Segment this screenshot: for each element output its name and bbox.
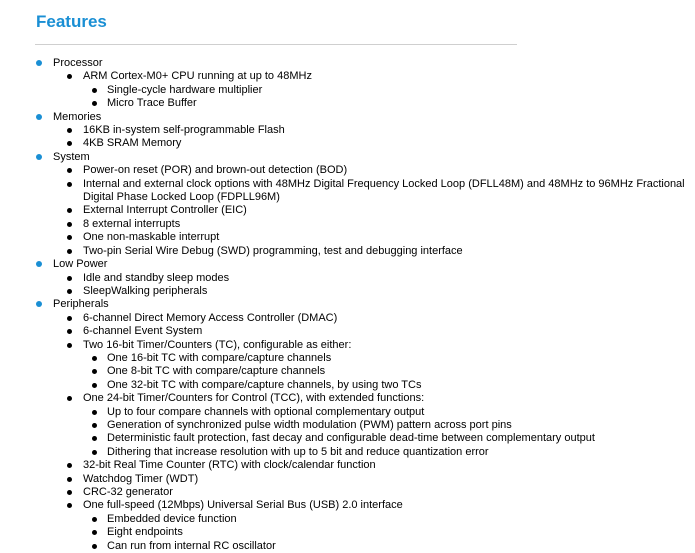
feature-detail-label: Micro Trace Buffer <box>107 97 695 110</box>
feature-section-peripherals <box>0 298 695 553</box>
feature-detail <box>83 406 695 419</box>
feature-item <box>53 486 695 499</box>
feature-item-label: One full-speed (12Mbps) Universal Serial Bus (USB) 2.0 interface <box>83 499 695 512</box>
feature-item-label: Idle and standby sleep modes <box>83 272 695 285</box>
feature-detail-label: Up to four compare channels with optional complementary output <box>107 406 695 419</box>
feature-detail-label: One 8-bit TC with compare/capture channels <box>107 365 695 378</box>
feature-item-label: 6-channel Event System <box>83 325 695 338</box>
feature-item-label: Two 16-bit Timer/Counters (TC), configurable as either: <box>83 339 695 352</box>
feature-item <box>53 137 695 150</box>
feature-item <box>53 218 695 231</box>
feature-item <box>53 70 695 110</box>
feature-item-label: 6-channel Direct Memory Access Controller (DMAC) <box>83 312 695 325</box>
feature-sublist <box>53 312 695 553</box>
section-label: Peripherals <box>53 298 695 311</box>
feature-detail-label: Embedded device function <box>107 513 695 526</box>
feature-item <box>53 164 695 177</box>
feature-detail-label: Deterministic fault protection, fast decay and configurable dead-time between complementary output <box>107 432 695 445</box>
feature-item-label: Watchdog Timer (WDT) <box>83 473 695 486</box>
feature-detail-label: Eight endpoints <box>107 526 695 539</box>
feature-sublist <box>53 164 695 258</box>
feature-detail-list <box>83 513 695 553</box>
feature-item <box>53 392 695 459</box>
feature-section-low-power <box>0 258 695 298</box>
feature-item <box>53 272 695 285</box>
feature-item-label: 4KB SRAM Memory <box>83 137 695 150</box>
feature-detail <box>83 84 695 97</box>
feature-item <box>53 459 695 472</box>
feature-item-label: Two-pin Serial Wire Debug (SWD) programming, test and debugging interface <box>83 245 695 258</box>
feature-item-label: 16KB in-system self-programmable Flash <box>83 124 695 137</box>
feature-section-memories <box>0 111 695 151</box>
feature-item-label: Internal and external clock options with 48MHz Digital Frequency Locked Loop (DFLL48M) and 48MHz to 96MHz Fractional Digital Phase Locked Loop (FDPLL96M) <box>83 178 695 205</box>
feature-sublist <box>53 124 695 151</box>
feature-item-label: ARM Cortex-M0+ CPU running at up to 48MHz <box>83 70 695 83</box>
feature-item-label: SleepWalking peripherals <box>83 285 695 298</box>
feature-detail-list <box>83 406 695 460</box>
features-list <box>0 57 695 553</box>
feature-detail <box>83 446 695 459</box>
feature-item <box>53 339 695 393</box>
feature-detail <box>83 352 695 365</box>
feature-detail <box>83 419 695 432</box>
feature-item-label: Power-on reset (POR) and brown-out detection (BOD) <box>83 164 695 177</box>
feature-item <box>53 124 695 137</box>
feature-section-system <box>0 151 695 258</box>
section-label: Low Power <box>53 258 695 271</box>
section-label: Processor <box>53 57 695 70</box>
feature-sublist <box>53 70 695 110</box>
feature-item-label: External Interrupt Controller (EIC) <box>83 204 695 217</box>
feature-item <box>53 325 695 338</box>
feature-item <box>53 178 695 205</box>
feature-item-label: CRC-32 generator <box>83 486 695 499</box>
feature-item <box>53 499 695 553</box>
feature-detail-label: Generation of synchronized pulse width modulation (PWM) pattern across port pins <box>107 419 695 432</box>
feature-item <box>53 245 695 258</box>
heading-underline <box>35 44 517 45</box>
section-heading: Features <box>36 12 107 31</box>
feature-item <box>53 285 695 298</box>
feature-item-label: One non-maskable interrupt <box>83 231 695 244</box>
feature-detail-label: One 32-bit TC with compare/capture channels, by using two TCs <box>107 379 695 392</box>
feature-detail <box>83 526 695 539</box>
feature-detail-list <box>83 352 695 392</box>
feature-detail-label: Can run from internal RC oscillator <box>107 540 695 553</box>
feature-detail <box>83 97 695 110</box>
feature-item-label: 32-bit Real Time Counter (RTC) with clock/calendar function <box>83 459 695 472</box>
section-label: System <box>53 151 695 164</box>
feature-detail-label: One 16-bit TC with compare/capture channels <box>107 352 695 365</box>
feature-detail <box>83 432 695 445</box>
feature-detail <box>83 379 695 392</box>
feature-item <box>53 231 695 244</box>
feature-detail-label: Dithering that increase resolution with up to 5 bit and reduce quantization error <box>107 446 695 459</box>
feature-item <box>53 312 695 325</box>
feature-detail <box>83 513 695 526</box>
feature-item-label: One 24-bit Timer/Counters for Control (TCC), with extended functions: <box>83 392 695 405</box>
feature-detail <box>83 540 695 553</box>
feature-item <box>53 473 695 486</box>
feature-item <box>53 204 695 217</box>
section-label: Memories <box>53 111 695 124</box>
feature-detail-list <box>83 84 695 111</box>
feature-sublist <box>53 272 695 299</box>
feature-detail-label: Single-cycle hardware multiplier <box>107 84 695 97</box>
feature-detail <box>83 365 695 378</box>
feature-item-label: 8 external interrupts <box>83 218 695 231</box>
feature-section-processor <box>0 57 695 111</box>
